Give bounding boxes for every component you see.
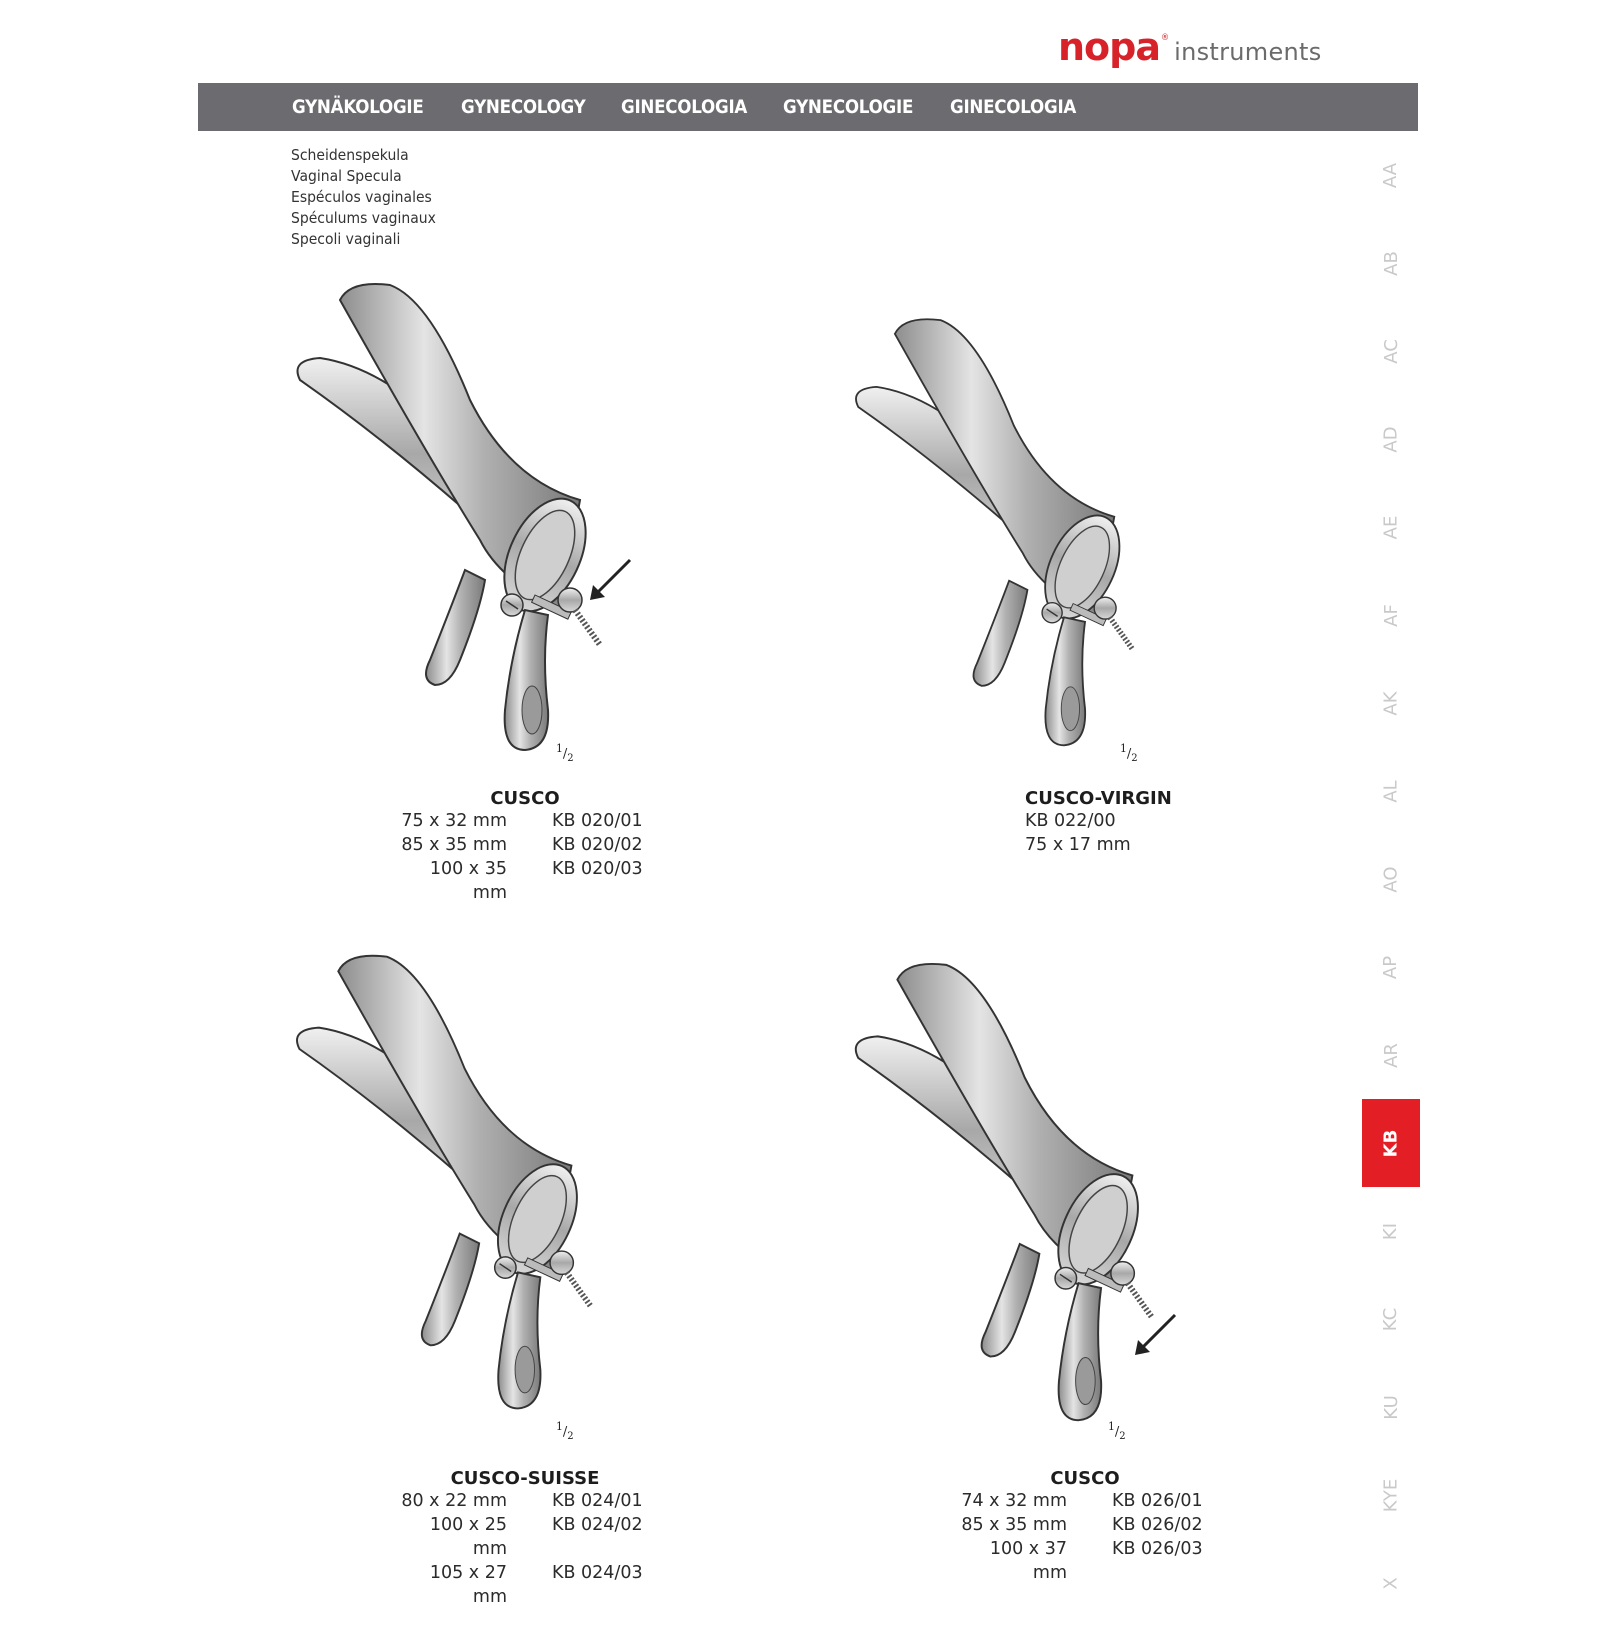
variant-size: 75 x 32 mm: [401, 811, 507, 831]
speculum-illustration: [280, 280, 630, 760]
index-tab-label: AA: [1380, 162, 1402, 188]
index-tab-af[interactable]: [1362, 571, 1420, 659]
variant-code: KB 026/02: [1112, 1515, 1203, 1535]
index-tab-label: AK: [1380, 690, 1402, 716]
category-name-it: Specoli vaginali: [291, 230, 401, 248]
category-name-es: Espéculos vaginales: [291, 188, 432, 206]
variant-row: [400, 833, 650, 857]
scale-label: $^1/_2$: [556, 742, 574, 764]
index-tab-label: AO: [1380, 865, 1402, 893]
product-caption: [1025, 788, 1225, 857]
index-tab-al[interactable]: [1362, 747, 1420, 835]
variant-row: [400, 1513, 650, 1561]
index-tab-label: AF: [1380, 603, 1402, 627]
header-title-es: GINECOLOGIA: [620, 96, 748, 118]
section-header-bar: [198, 83, 1418, 131]
product-name: CUSCO-SUISSE: [450, 1468, 600, 1489]
index-tab-ad[interactable]: [1362, 395, 1420, 483]
index-tab-kc[interactable]: [1362, 1275, 1420, 1363]
index-tab-ac[interactable]: [1362, 307, 1420, 395]
index-tab-ap[interactable]: [1362, 923, 1420, 1011]
product-caption: [400, 788, 650, 905]
variant-row: [960, 1537, 1210, 1585]
product-name: CUSCO: [1050, 1468, 1120, 1489]
index-tab-ak[interactable]: [1362, 659, 1420, 747]
arrow-icon: [1130, 1310, 1180, 1360]
variant-row: [400, 1489, 650, 1513]
variant-code: KB 020/02: [552, 835, 643, 855]
index-tab-ae[interactable]: [1362, 483, 1420, 571]
index-tab-label: AR: [1380, 1042, 1402, 1068]
index-tab-label: KC: [1380, 1307, 1402, 1331]
product-name: CUSCO: [490, 788, 560, 809]
index-tab-label: AL: [1380, 779, 1402, 803]
variant-code: KB 024/02: [552, 1515, 643, 1535]
index-tab-label: KB: [1380, 1129, 1402, 1157]
variant-code: KB 026/03: [1112, 1539, 1203, 1559]
index-tab-label: AP: [1380, 955, 1402, 979]
logo-registered-mark: ®: [1161, 33, 1170, 43]
product-caption: [400, 1468, 650, 1609]
variant-size: 100 x 25 mm: [429, 1515, 507, 1559]
variant-code: KB 024/01: [552, 1491, 643, 1511]
index-tab-label: AC: [1380, 338, 1402, 364]
variant-code: KB 020/03: [552, 859, 643, 879]
product-code: KB 022/00: [1025, 811, 1116, 831]
category-name-en: Vaginal Specula: [291, 167, 402, 185]
header-title-de: GYNÄKOLOGIE: [292, 96, 424, 118]
logo-subtitle: instruments: [1174, 38, 1322, 66]
index-tab-label: AB: [1380, 250, 1402, 276]
variant-code: KB 024/03: [552, 1563, 643, 1583]
index-tab-ar[interactable]: [1362, 1011, 1420, 1099]
product-caption: [960, 1468, 1210, 1585]
variant-code: KB 026/01: [1112, 1491, 1203, 1511]
variant-size: 100 x 35 mm: [429, 859, 507, 903]
index-tab-ab[interactable]: [1362, 219, 1420, 307]
index-tab-kb-active[interactable]: [1362, 1099, 1420, 1187]
side-index: [1362, 0, 1420, 1607]
scale-label: $^1/_2$: [556, 1420, 574, 1442]
category-names: [291, 145, 436, 250]
header-title-it: GINECOLOGIA: [950, 96, 1077, 118]
variant-row: [400, 809, 650, 833]
variant-size: 85 x 35 mm: [961, 1515, 1067, 1535]
variant-row: [400, 1561, 650, 1609]
variant-code: KB 020/01: [552, 811, 643, 831]
header-title-fr: GYNECOLOGIE: [783, 96, 914, 118]
speculum-illustration: [840, 310, 1160, 760]
index-tab-label: X: [1380, 1576, 1402, 1590]
index-tab-x[interactable]: [1362, 1539, 1420, 1627]
variant-size: 80 x 22 mm: [401, 1491, 507, 1511]
header-title-en: GYNECOLOGY: [460, 96, 585, 118]
speculum-illustration: [280, 940, 620, 1430]
variant-size: 100 x 37 mm: [989, 1539, 1067, 1583]
index-tab-label: KU: [1380, 1394, 1402, 1420]
scale-label: $^1/_2$: [1108, 1420, 1126, 1442]
index-tab-ki[interactable]: [1362, 1187, 1420, 1275]
index-tab-label: KYE: [1380, 1478, 1402, 1512]
index-tab-ku[interactable]: [1362, 1363, 1420, 1451]
logo-brand: nopa: [1058, 25, 1161, 69]
arrow-icon: [585, 555, 635, 605]
index-tab-label: KI: [1380, 1222, 1402, 1240]
scale-label: $^1/_2$: [1120, 742, 1138, 764]
index-tab-ao[interactable]: [1362, 835, 1420, 923]
index-tab-label: AE: [1380, 515, 1402, 539]
variant-size: 74 x 32 mm: [961, 1491, 1067, 1511]
variant-row: [400, 857, 650, 905]
index-tab-label: AD: [1380, 425, 1402, 453]
product-size: 75 x 17 mm: [1025, 835, 1131, 855]
variant-size: 85 x 35 mm: [401, 835, 507, 855]
variant-row: [960, 1489, 1210, 1513]
nopa-logo: [1058, 25, 1322, 69]
product-name: CUSCO-VIRGIN: [1025, 788, 1172, 809]
index-tab-kye[interactable]: [1362, 1451, 1420, 1539]
index-tab-aa[interactable]: [1362, 131, 1420, 219]
variant-size: 105 x 27 mm: [429, 1563, 507, 1607]
category-name-de: Scheidenspekula: [291, 146, 409, 164]
variant-row: [960, 1513, 1210, 1537]
category-name-fr: Spéculums vaginaux: [291, 209, 436, 227]
